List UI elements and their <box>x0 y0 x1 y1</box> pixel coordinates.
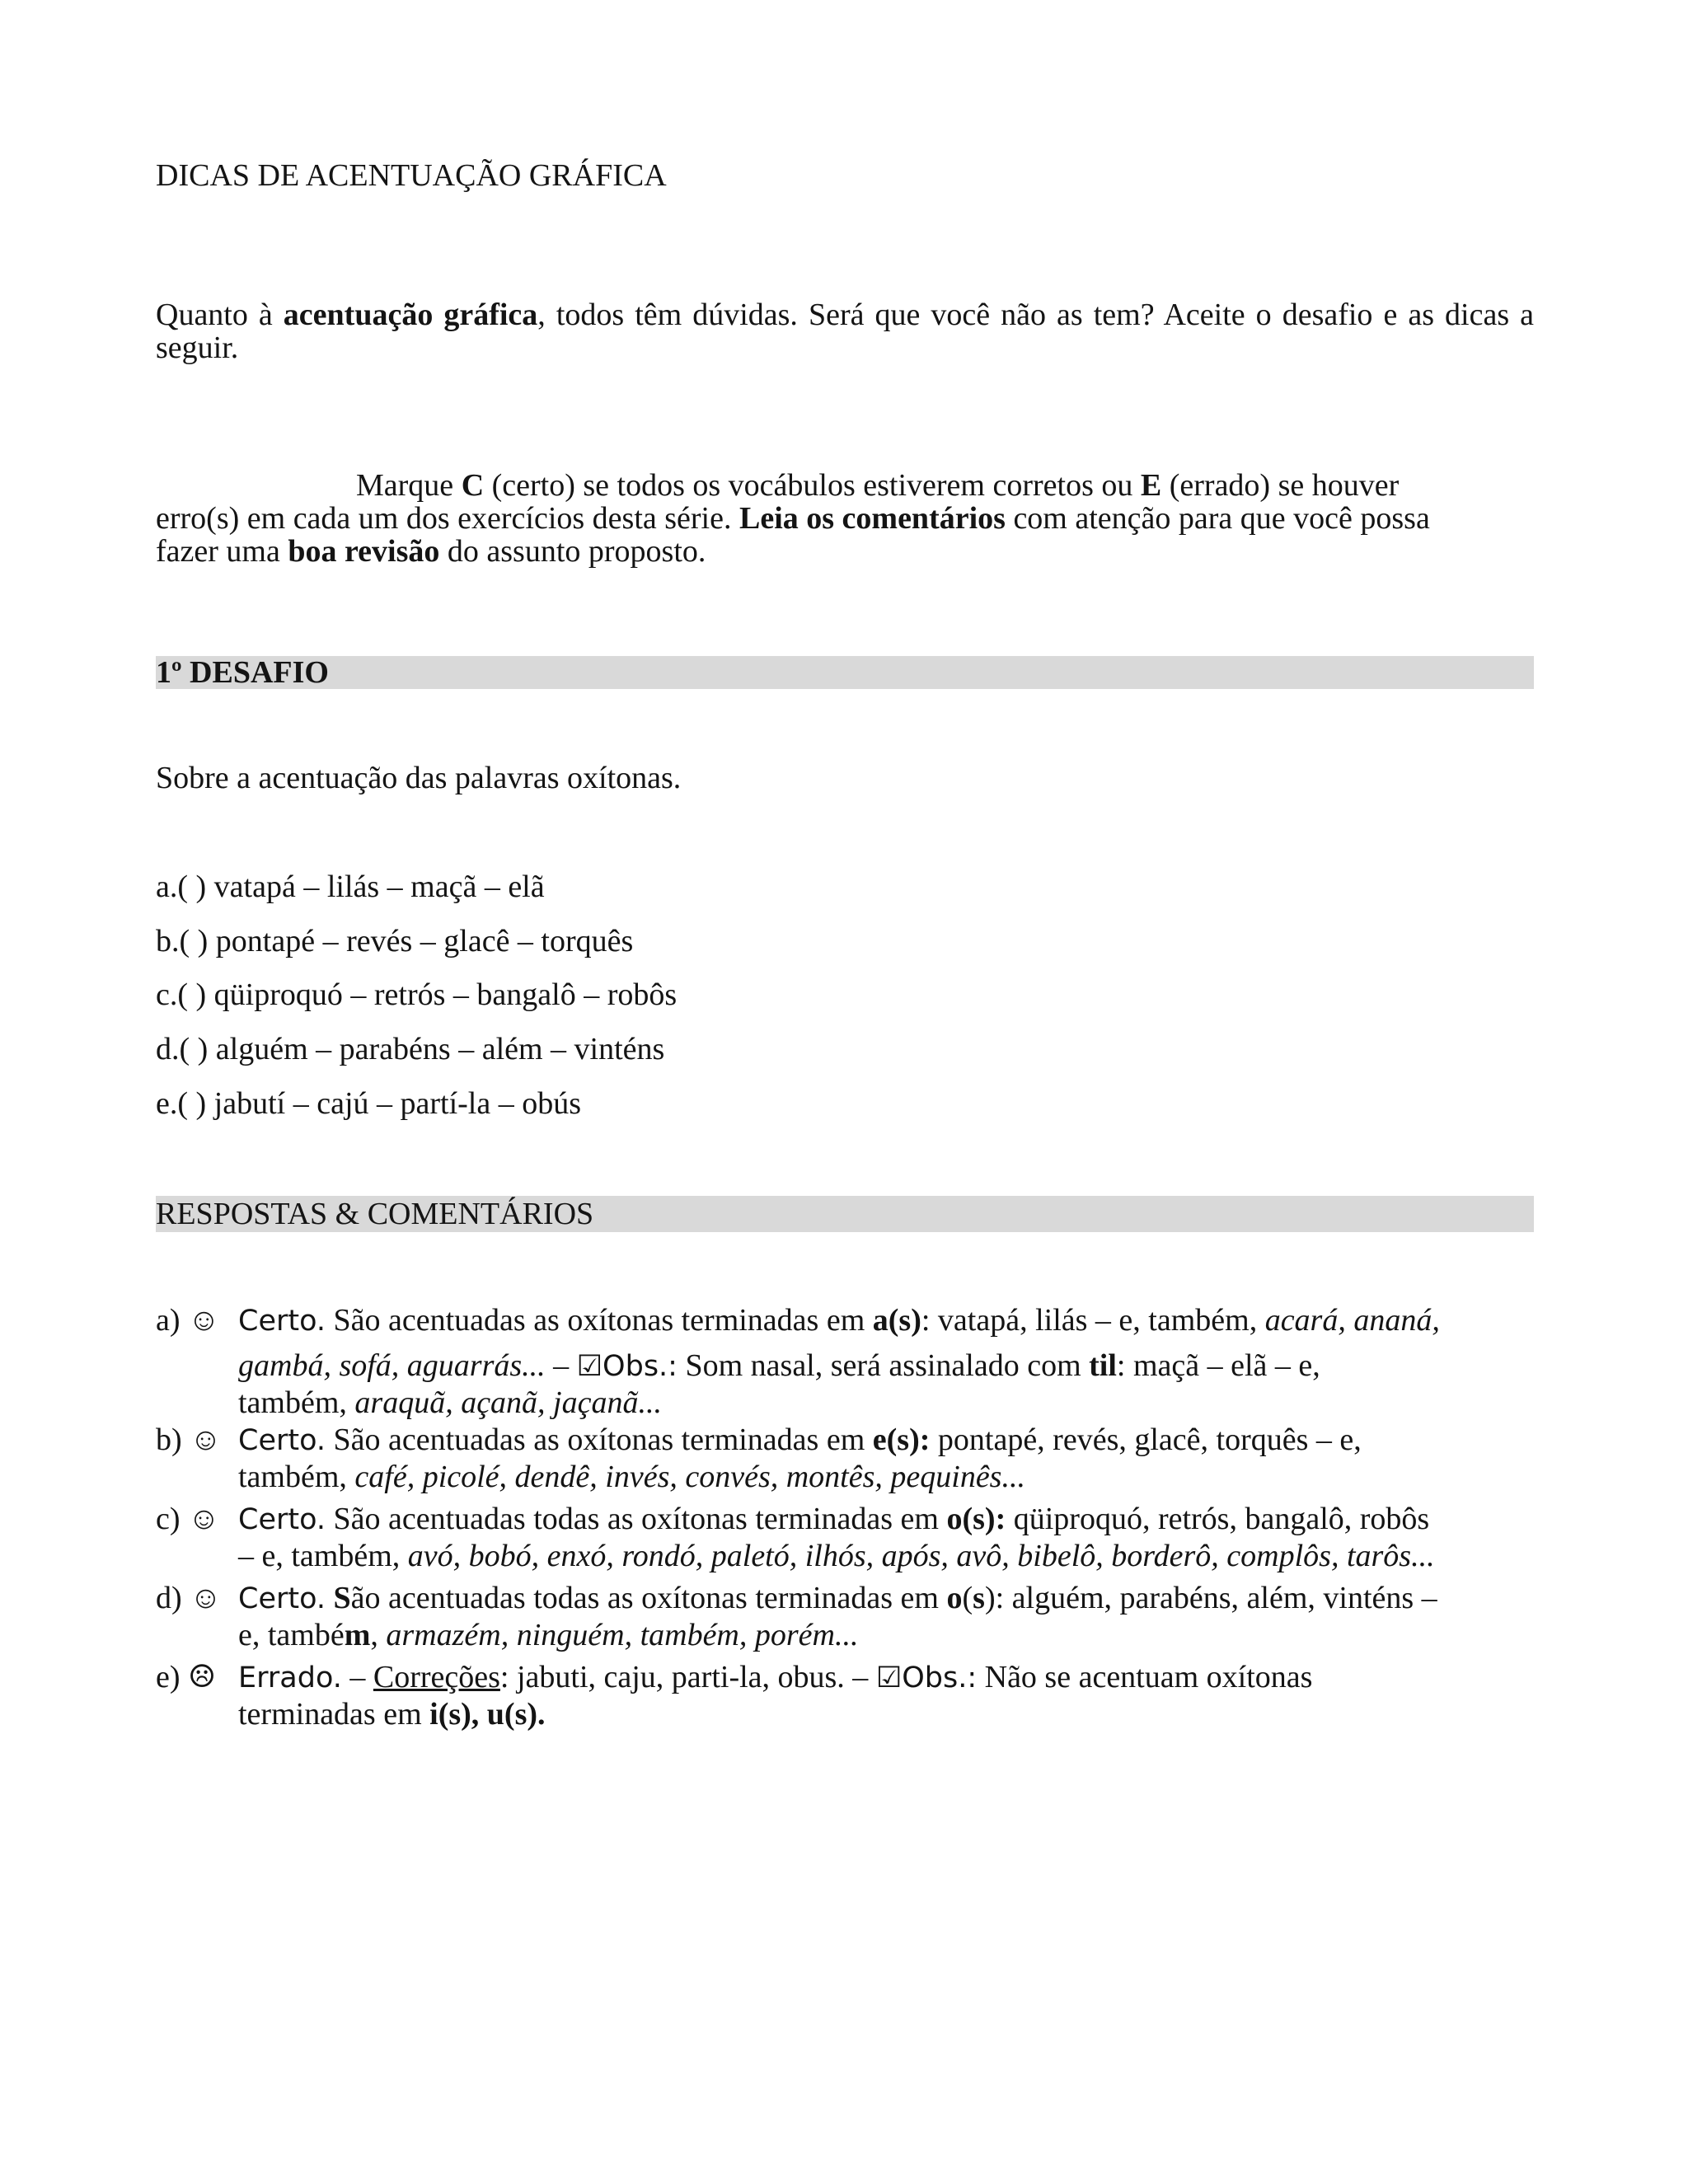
instructions-bold-review: boa revisão <box>288 534 440 569</box>
answer-bold: a(s) <box>872 1303 921 1338</box>
answer-text: : maçã – elã – e, <box>1116 1348 1320 1383</box>
answer-bold: m <box>344 1618 371 1652</box>
verdict-certo: Certo. <box>238 1424 326 1457</box>
answer-text: – <box>341 1660 373 1694</box>
answer-text <box>326 1581 334 1615</box>
answer-letter: c) <box>156 1502 181 1536</box>
answer-b <box>156 1420 1540 1493</box>
answer-body <box>238 1657 1540 1731</box>
answer-line <box>238 1698 1540 1731</box>
answer-body <box>238 1301 1540 1419</box>
instructions-line-2 <box>156 502 1534 535</box>
option-d: d.( ) alguém – parabéns – além – vinténs <box>156 1032 665 1066</box>
instructions-text: (certo) se todos os vocábulos estiverem corretos ou <box>484 468 1141 503</box>
answer-italic: armazém, ninguém, também, porém... <box>386 1618 859 1652</box>
answer-italic: araquã, açanã, jaçanã... <box>354 1385 662 1420</box>
instructions-bold-read: Leia os comentários <box>738 501 1006 536</box>
option-e: e.( ) jabutí – cajú – partí-la – obús <box>156 1086 582 1121</box>
answer-text: Não se acentuam oxítonas <box>977 1660 1313 1694</box>
answer-line <box>238 1619 1540 1652</box>
document-title: DICAS DE ACENTUAÇÃO GRÁFICA <box>156 158 667 193</box>
answer-line <box>238 1420 1540 1460</box>
answer-letter: a) <box>156 1303 181 1338</box>
answer-text: Som nasal, será assinalado com <box>677 1348 1090 1383</box>
checkbox-icon: ☑ <box>576 1350 603 1383</box>
answer-text: terminadas em <box>238 1697 430 1732</box>
answer-bold: til <box>1089 1348 1117 1383</box>
answer-line <box>238 1499 1540 1540</box>
answer-letter: d) <box>156 1581 182 1615</box>
answer-text: : vatapá, lilás – e, também, <box>921 1303 1265 1338</box>
answer-bold: e(s): <box>872 1422 931 1457</box>
obs-label: Obs.: <box>603 1350 678 1383</box>
answer-text: , <box>370 1618 387 1652</box>
answer-text: – <box>545 1348 577 1383</box>
instructions-text: Marque <box>356 468 462 503</box>
answer-body <box>238 1499 1540 1572</box>
instructions-line-3 <box>156 535 1534 568</box>
frown-icon: ☹ <box>188 1660 217 1694</box>
answer-text: : jabuti, caju, parti-la, obus. – <box>499 1660 876 1694</box>
challenge-prompt: Sobre a acentuação das palavras oxítonas. <box>156 761 682 795</box>
answer-text: também, <box>238 1460 355 1494</box>
smile-icon: ☺ <box>188 1303 220 1338</box>
checkbox-icon: ☑ <box>875 1661 903 1694</box>
corrections-label: Correções <box>373 1660 500 1694</box>
instructions-text: (errado) se houver <box>1161 468 1400 503</box>
smile-icon: ☺ <box>190 1422 222 1457</box>
instructions-text: fazer uma <box>156 534 288 569</box>
instructions-line-1 <box>156 469 1534 502</box>
instructions-bold-e: E <box>1140 468 1162 503</box>
verdict-certo: Certo. <box>238 1582 326 1615</box>
answer-line <box>238 1346 1540 1386</box>
answer-text: São acentuadas todas as oxítonas terminadas em <box>326 1502 947 1536</box>
answer-label <box>156 1499 220 1539</box>
answer-line <box>238 1460 1540 1493</box>
challenge-heading-bar <box>156 656 1534 689</box>
instructions-bold-c: C <box>461 468 485 503</box>
answer-line <box>238 1657 1540 1698</box>
answers-heading-bar <box>156 1196 1534 1232</box>
answer-a <box>156 1301 1540 1419</box>
option-c: c.( ) qüiproquó – retrós – bangalô – robôs <box>156 977 678 1012</box>
answer-bold: i(s), u(s). <box>429 1697 546 1732</box>
option-b: b.( ) pontapé – revés – glacê – torquês <box>156 924 634 958</box>
smile-icon: ☺ <box>188 1502 220 1536</box>
intro-text-2: , todos têm dúvidas. Será que você não as tem? Aceite o desafio e as dicas a seguir. <box>156 298 1535 365</box>
answer-text: São acentuadas as oxítonas terminadas em <box>326 1422 873 1457</box>
answer-text: ): alguém, parabéns, além, vinténs – <box>984 1581 1437 1615</box>
intro-paragraph <box>156 298 1534 364</box>
answer-letter: b) <box>156 1422 182 1457</box>
obs-label: Obs.: <box>902 1661 978 1694</box>
answer-letter: e) <box>156 1660 181 1694</box>
answer-body <box>238 1420 1540 1493</box>
answer-italic: acará, ananá, <box>1264 1303 1440 1338</box>
answer-italic: café, picolé, dendê, invés, convés, montês, pequinês... <box>354 1460 1025 1494</box>
answer-line <box>238 1386 1540 1419</box>
answer-text: qüiproquó, retrós, bangalô, robôs <box>1006 1502 1430 1536</box>
option-a: a.( ) vatapá – lilás – maçã – elã <box>156 869 545 904</box>
instructions-paragraph <box>156 469 1534 568</box>
answer-bold: s <box>973 1581 985 1615</box>
challenge-heading: 1º DESAFIO <box>156 655 329 690</box>
instructions-text: erro(s) em cada um dos exercícios desta série. <box>156 501 739 536</box>
answer-italic: gambá, sofá, aguarrás... <box>238 1348 546 1383</box>
answers-heading: RESPOSTAS & COMENTÁRIOS <box>156 1197 594 1231</box>
answer-text: pontapé, revés, glacê, torquês – e, <box>930 1422 1362 1457</box>
intro-text-1: Quanto à <box>156 298 284 332</box>
answer-text: ão acentuadas todas as oxítonas terminadas em <box>350 1581 947 1615</box>
answer-text: – e, também, <box>238 1539 408 1573</box>
answer-label <box>156 1420 222 1460</box>
answer-bold: o <box>946 1581 963 1615</box>
answer-label <box>156 1301 220 1340</box>
answer-body <box>238 1578 1540 1652</box>
instructions-text: do assunto proposto. <box>439 534 706 569</box>
verdict-errado: Errado. <box>238 1661 342 1694</box>
answer-e <box>156 1657 1540 1731</box>
answer-text: e, també <box>238 1618 345 1652</box>
smile-icon: ☺ <box>190 1581 222 1615</box>
answer-text: São acentuadas as oxítonas terminadas em <box>326 1303 873 1338</box>
verdict-certo: Certo. <box>238 1305 326 1338</box>
intro-bold: acentuação gráfica <box>283 298 538 332</box>
answer-line <box>238 1301 1540 1341</box>
answer-line <box>238 1540 1540 1572</box>
answer-text: também, <box>238 1385 355 1420</box>
answer-d <box>156 1578 1540 1652</box>
answer-line <box>238 1578 1540 1619</box>
verdict-certo: Certo. <box>238 1503 326 1536</box>
answer-italic: avó, bobó, enxó, rondó, paletó, ilhós, após, avô, bibelô, borderô, complôs, tarôs... <box>407 1539 1435 1573</box>
answer-bold: o(s): <box>946 1502 1006 1536</box>
answer-bold: S <box>333 1581 351 1615</box>
answer-c <box>156 1499 1540 1572</box>
answer-label <box>156 1578 222 1618</box>
answer-text: ( <box>962 1581 973 1615</box>
instructions-text: com atenção para que você possa <box>1005 501 1430 536</box>
answer-label <box>156 1657 216 1697</box>
